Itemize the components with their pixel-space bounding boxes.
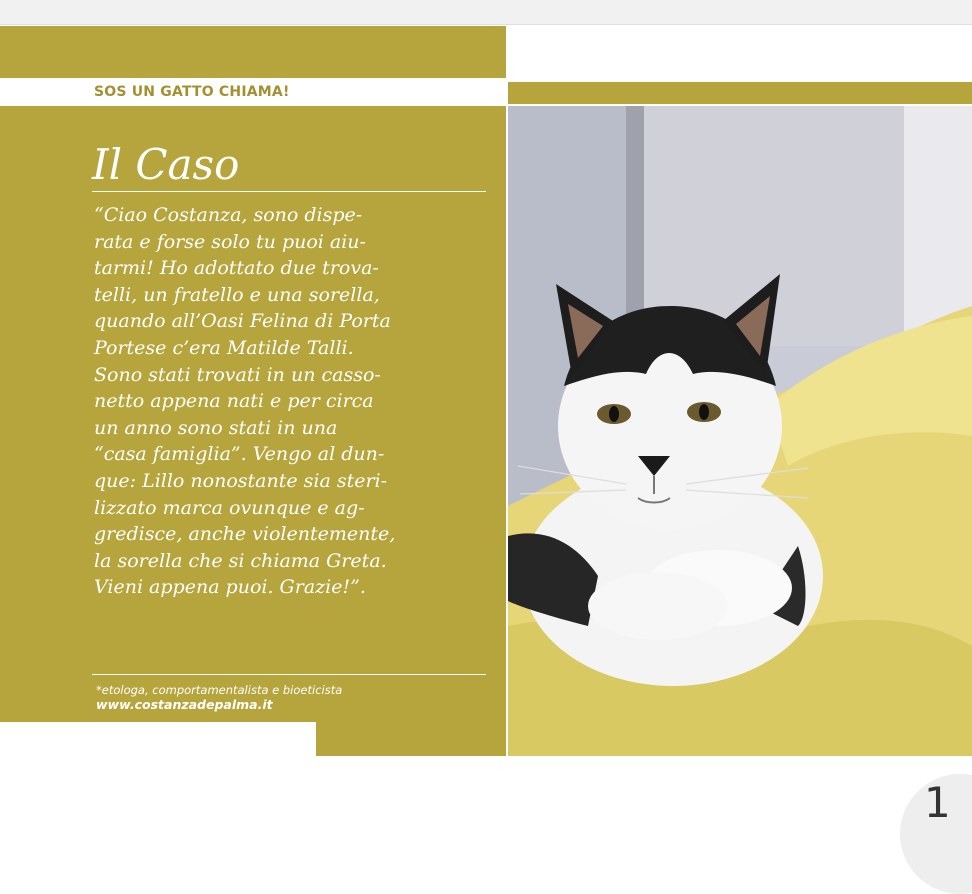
article-body: [94, 202, 494, 601]
cat-right-pupil: [699, 404, 709, 420]
top-strip: [0, 0, 972, 25]
footnote-divider: [92, 674, 486, 675]
author-footnote: *etologa, comportamentalista e bioeticista: [96, 683, 343, 697]
body-line: rata e forse solo tu puoi aiu-: [94, 230, 366, 253]
panel-slant: [316, 722, 506, 756]
header-band-left: [0, 26, 506, 78]
section-title: SOS UN GATTO CHIAMA!: [94, 84, 290, 100]
body-line: telli, un fratello e una sorella,: [94, 283, 380, 306]
heading-divider: [92, 191, 486, 192]
author-website-link[interactable]: www.costanzadepalma.it: [96, 697, 273, 712]
panel-slant-shape: [316, 722, 506, 756]
body-line: quando all’Oasi Felina di Porta: [94, 310, 391, 333]
body-line: lizzato marca ovunque e ag-: [94, 496, 365, 519]
body-line: netto appena nati e per circa: [94, 390, 374, 413]
body-line: Sono stati trovati in un casso-: [94, 363, 381, 386]
body-line: la sorella che si chiama Greta.: [94, 549, 387, 572]
body-line: un anno sono stati in una: [94, 416, 338, 439]
cat-photo-illustration: [508, 106, 972, 756]
header-band-right: [508, 82, 972, 104]
body-line: “casa famiglia”. Vengo al dun-: [94, 443, 385, 466]
body-line: gredisce, anche violentemente,: [94, 523, 396, 546]
body-line: “Ciao Costanza, sono dispe-: [94, 204, 363, 226]
cat-left-paw: [588, 572, 728, 640]
article-heading: Il Caso: [92, 140, 240, 189]
body-line: Portese c’era Matilde Talli.: [94, 336, 354, 359]
body-line: tarmi! Ho adottato due trova-: [94, 257, 379, 280]
body-line: que: Lillo nonostante sia steri-: [94, 469, 388, 492]
body-line: Vieni appena puoi. Grazie!”.: [94, 576, 366, 599]
cat-left-pupil: [609, 406, 619, 422]
page-number: 1: [924, 778, 951, 827]
cat-photo: [508, 106, 972, 756]
